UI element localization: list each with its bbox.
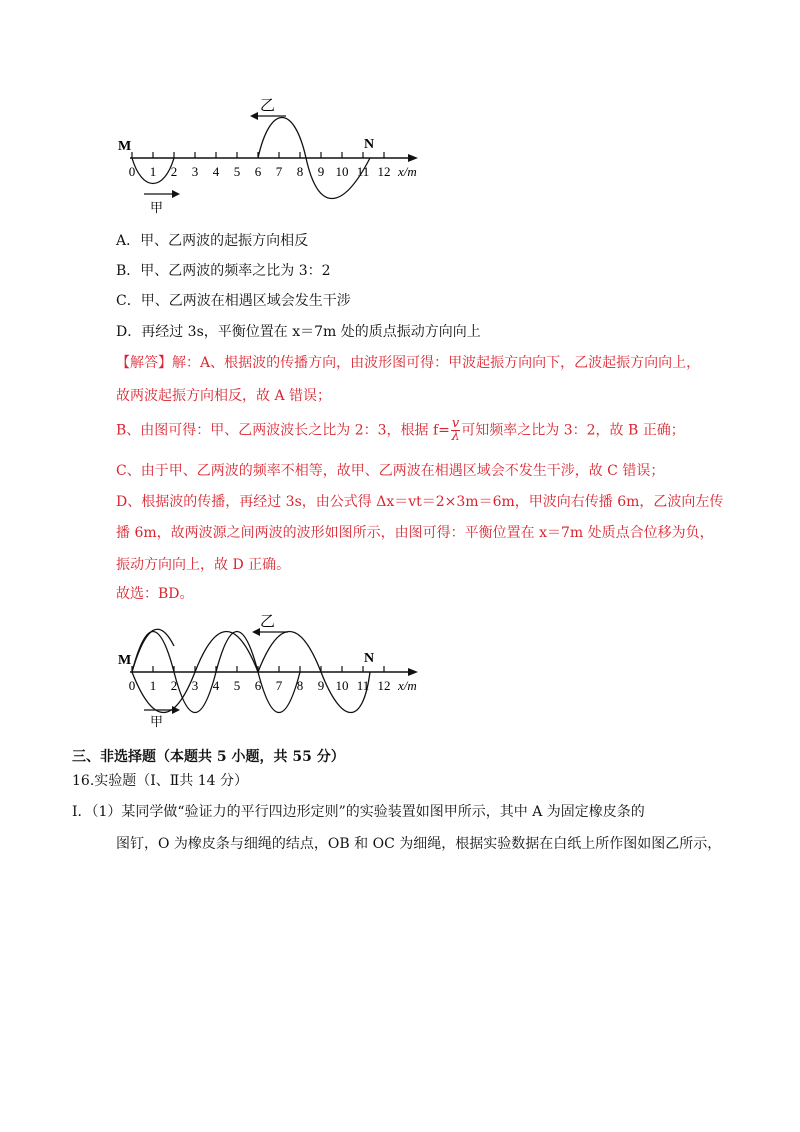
- tick-label-11: 11: [356, 678, 370, 693]
- axis-label: x/m: [398, 678, 417, 693]
- answer-tag: 【解答】: [116, 355, 172, 371]
- tick-label-2: 2: [170, 678, 178, 693]
- option-a: A．甲、乙两波的起振方向相反: [116, 233, 309, 249]
- wave-diagram-2: [108, 606, 448, 730]
- answer-line-1: 【解答】解：A、根据波的传播方向，由波形图可得：甲波起振方向向下，乙波起振方向向上，: [116, 355, 701, 371]
- label-yi: 乙: [260, 96, 276, 114]
- tick-label-10: 10: [335, 164, 349, 179]
- tick-label-0: 0: [128, 678, 136, 693]
- answer-line-6: 播 6m，故两波源之间两波的波形如图所示，由图可得：平衡位置在 x＝7m 处质点合位移为负，: [116, 525, 714, 541]
- tick-label-7: 7: [275, 678, 283, 693]
- wave-diagram-1: [108, 92, 448, 216]
- tick-label-11: 11: [356, 164, 370, 179]
- option-b: B．甲、乙两波的频率之比为 3：2: [116, 263, 331, 279]
- option-c: C．甲、乙两波在相遇区域会发生干涉: [116, 293, 351, 309]
- tick-label-8: 8: [296, 164, 304, 179]
- option-d: D．再经过 3s，平衡位置在 x＝7m 处的质点振动方向向上: [116, 324, 481, 340]
- arrow-jia-head: [172, 706, 180, 714]
- wave-figure-2: [108, 606, 448, 730]
- tick-label-12: 12: [377, 678, 391, 693]
- tick-label-9: 9: [317, 678, 325, 693]
- answer-line-4: C、由于甲、乙两波的频率不相等，故甲、乙两波在相遇区域会不发生干涉，故 C 错误；: [116, 463, 665, 479]
- tick-label-2: 2: [170, 164, 178, 179]
- arrow-yi-head: [252, 628, 260, 636]
- answer-line-3: B、由图可得：甲、乙两波波长之比为 2：3，根据 f= $\frac{v}{\lambda}$ 可知频率之比为 3：2，故 B 正确；: [116, 416, 685, 444]
- tick-label-4: 4: [212, 164, 220, 179]
- tick-label-5: 5: [233, 678, 241, 693]
- tick-label-9: 9: [317, 164, 325, 179]
- wave-figure-1: [108, 92, 448, 216]
- axis-arrow: [408, 154, 418, 162]
- label-n: N: [364, 137, 375, 152]
- label-jia: 甲: [150, 715, 164, 730]
- tick-label-0: 0: [128, 164, 136, 179]
- tick-label-8: 8: [296, 678, 304, 693]
- tick-label-3: 3: [191, 678, 199, 693]
- arrow-yi-head: [250, 112, 258, 120]
- label-m: M: [118, 653, 132, 668]
- question-16-title: 16.实验题（Ⅰ、Ⅱ共 14 分）: [72, 773, 249, 789]
- tick-label-3: 3: [191, 164, 199, 179]
- label-jia: 甲: [150, 201, 164, 216]
- tick-label-12: 12: [377, 164, 391, 179]
- arrow-jia-head: [172, 190, 180, 198]
- question-16-line-1: Ⅰ．（1）某同学做“验证力的平行四边形定则”的实验装置如图甲所示，其中 A 为固定橡皮条的: [72, 804, 645, 820]
- tick-label-1: 1: [149, 678, 157, 693]
- section-title: 三、非选择题（本题共 5 小题，共 55 分）: [72, 749, 345, 765]
- question-16-line-2: 图钉，O 为橡皮条与细绳的结点，OB 和 OC 为细绳，根据实验数据在白纸上所作图如图乙所示，: [116, 836, 722, 852]
- tick-label-5: 5: [233, 164, 241, 179]
- axis-label: x/m: [398, 164, 417, 179]
- tick-label-6: 6: [254, 678, 262, 693]
- answer-line-2: 故两波起振方向相反，故 A 错误；: [116, 388, 332, 404]
- tick-label-6: 6: [254, 164, 262, 179]
- answer-line-5: D、根据波的传播，再经过 3s，由公式得 Δx＝vt＝2×3m＝6m，甲波向右传播 6m，乙波向左传: [116, 494, 724, 510]
- fraction-v-over-lambda: $\frac{v}{\lambda}$: [451, 416, 460, 444]
- label-m: M: [118, 139, 132, 154]
- axis-arrow: [408, 668, 418, 676]
- label-yi: 乙: [260, 612, 276, 630]
- tick-label-1: 1: [149, 164, 157, 179]
- tick-label-4: 4: [212, 678, 220, 693]
- tick-label-10: 10: [335, 678, 349, 693]
- tick-label-7: 7: [275, 164, 283, 179]
- answer-line-8: 故选：BD。: [116, 586, 194, 602]
- answer-line-7: 振动方向向上，故 D 正确。: [116, 557, 291, 573]
- label-n: N: [364, 651, 375, 666]
